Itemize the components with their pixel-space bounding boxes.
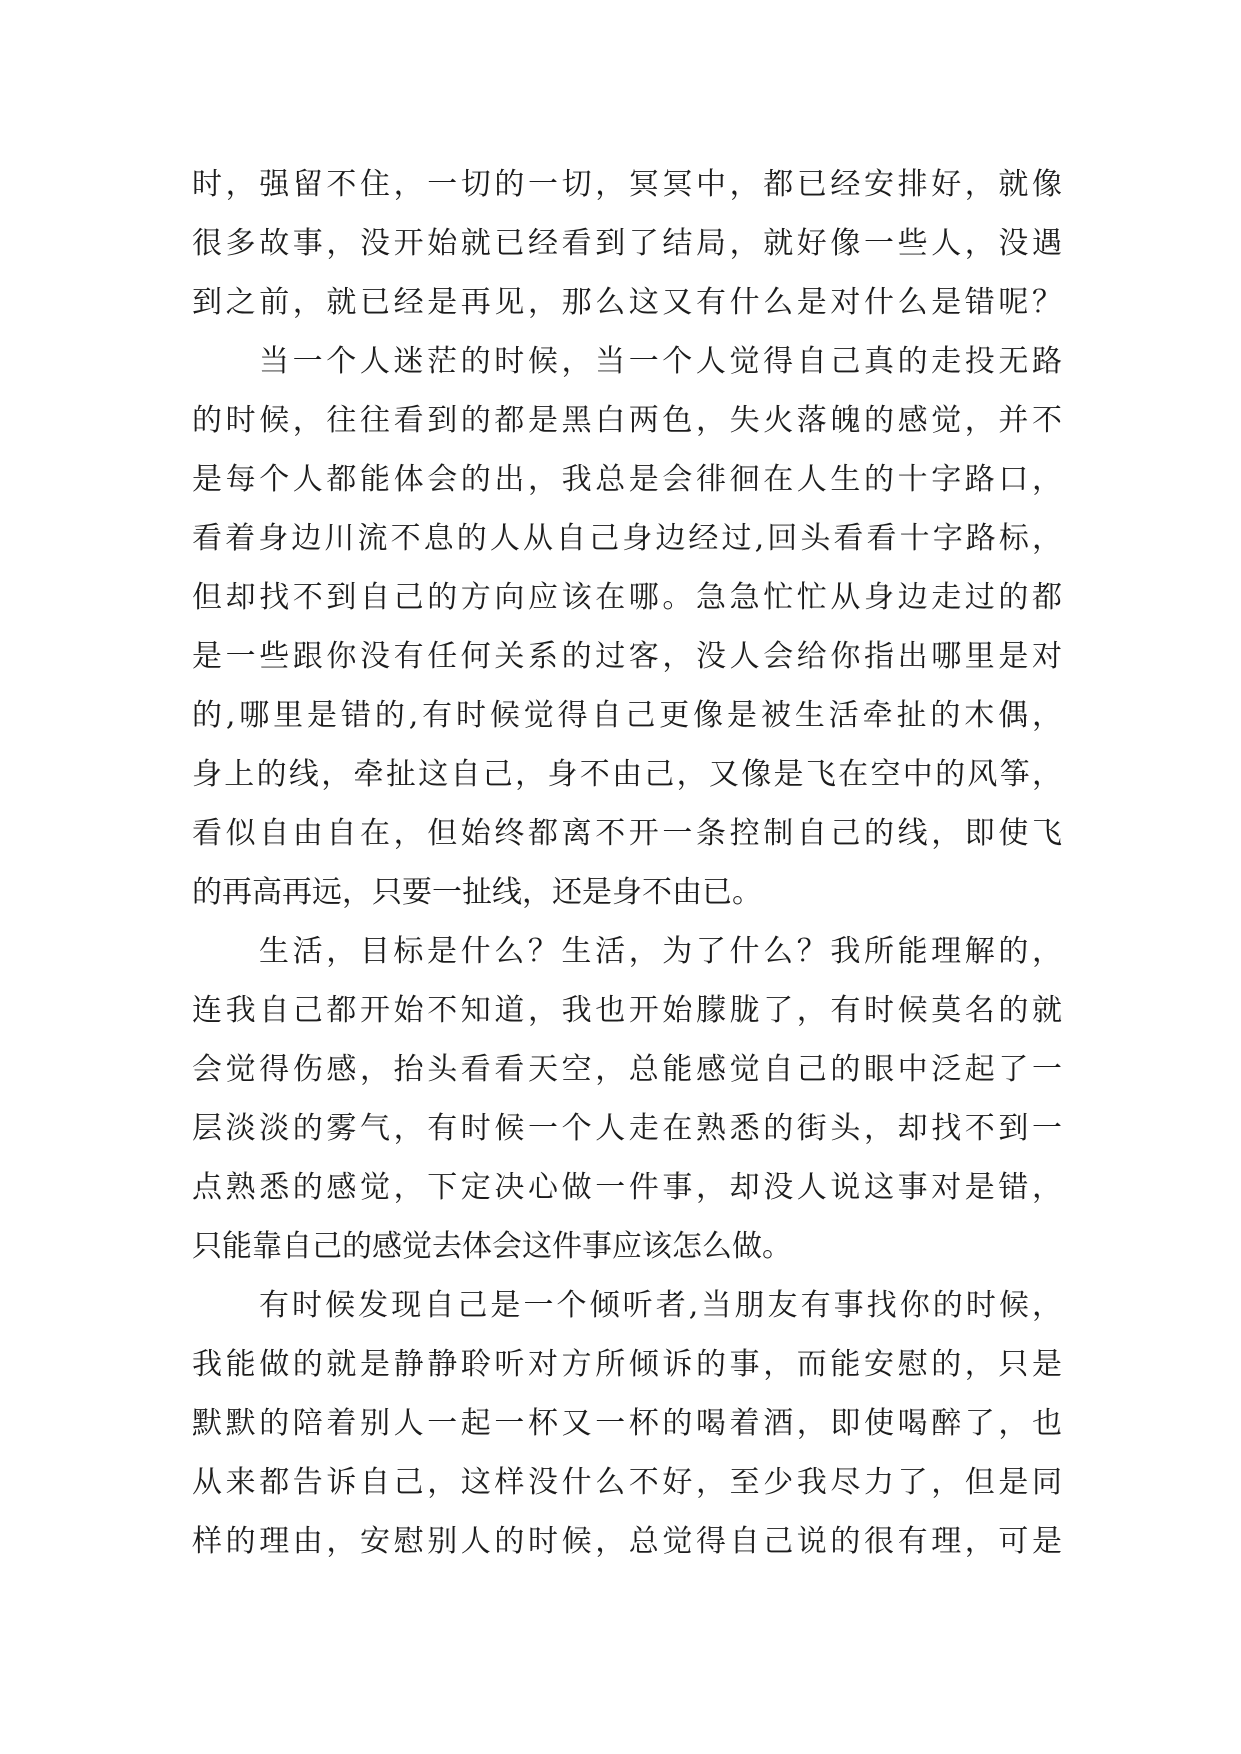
text-line: 的,哪里是错的,有时候觉得自己更像是被生活牵扯的木偶， — [192, 698, 1062, 733]
text-line: 很多故事，没开始就已经看到了结局，就好像一些人，没遇 — [192, 226, 1062, 261]
text-line: 是一些跟你没有任何关系的过客，没人会给你指出哪里是对 — [192, 639, 1062, 674]
body-text — [192, 155, 1062, 1571]
text-line: 从来都告诉自己，这样没什么不好，至少我尽力了，但是同 — [192, 1465, 1062, 1500]
text-line: 的时候，往往看到的都是黑白两色，失火落魄的感觉，并不 — [192, 403, 1062, 438]
text-line: 默默的陪着别人一起一杯又一杯的喝着酒，即使喝醉了，也 — [192, 1406, 1062, 1441]
text-line: 当一个人迷茫的时候，当一个人觉得自己真的走投无路 — [259, 344, 1062, 379]
paragraph-3 — [192, 922, 1062, 1276]
text-line: 只能靠自己的感觉去体会这件事应该怎么做。 — [192, 1229, 792, 1264]
text-line: 看似自由自在，但始终都离不开一条控制自己的线，即使飞 — [192, 816, 1062, 851]
paragraph-4 — [192, 1276, 1062, 1571]
text-line: 有时候发现自己是一个倾听者,当朋友有事找你的时候， — [259, 1288, 1062, 1323]
paragraph-1 — [192, 155, 1062, 332]
text-line: 样的理由，安慰别人的时候，总觉得自己说的很有理，可是 — [192, 1524, 1062, 1559]
text-line: 层淡淡的雾气，有时候一个人走在熟悉的街头，却找不到一 — [192, 1111, 1062, 1146]
text-line: 是每个人都能体会的出，我总是会徘徊在人生的十字路口， — [192, 462, 1062, 497]
text-line: 我能做的就是静静聆听对方所倾诉的事，而能安慰的，只是 — [192, 1347, 1062, 1382]
text-line: 时，强留不住，一切的一切，冥冥中，都已经安排好，就像 — [192, 167, 1062, 202]
text-line: 身上的线，牵扯这自己，身不由己，又像是飞在空中的风筝， — [192, 757, 1062, 792]
text-line: 生活，目标是什么？生活，为了什么？我所能理解的， — [259, 934, 1062, 969]
text-line: 到之前，就已经是再见，那么这又有什么是对什么是错呢？ — [192, 285, 1062, 320]
text-line: 会觉得伤感，抬头看看天空，总能感觉自己的眼中泛起了一 — [192, 1052, 1062, 1087]
text-line: 点熟悉的感觉，下定决心做一件事，却没人说这事对是错， — [192, 1170, 1062, 1205]
text-line: 连我自己都开始不知道，我也开始朦胧了，有时候莫名的就 — [192, 993, 1062, 1028]
text-line: 的再高再远，只要一扯线，还是身不由已。 — [192, 875, 762, 910]
text-line: 看着身边川流不息的人从自己身边经过,回头看看十字路标， — [192, 521, 1062, 556]
text-line: 但却找不到自己的方向应该在哪。急急忙忙从身边走过的都 — [192, 580, 1062, 615]
paragraph-2 — [192, 332, 1062, 922]
